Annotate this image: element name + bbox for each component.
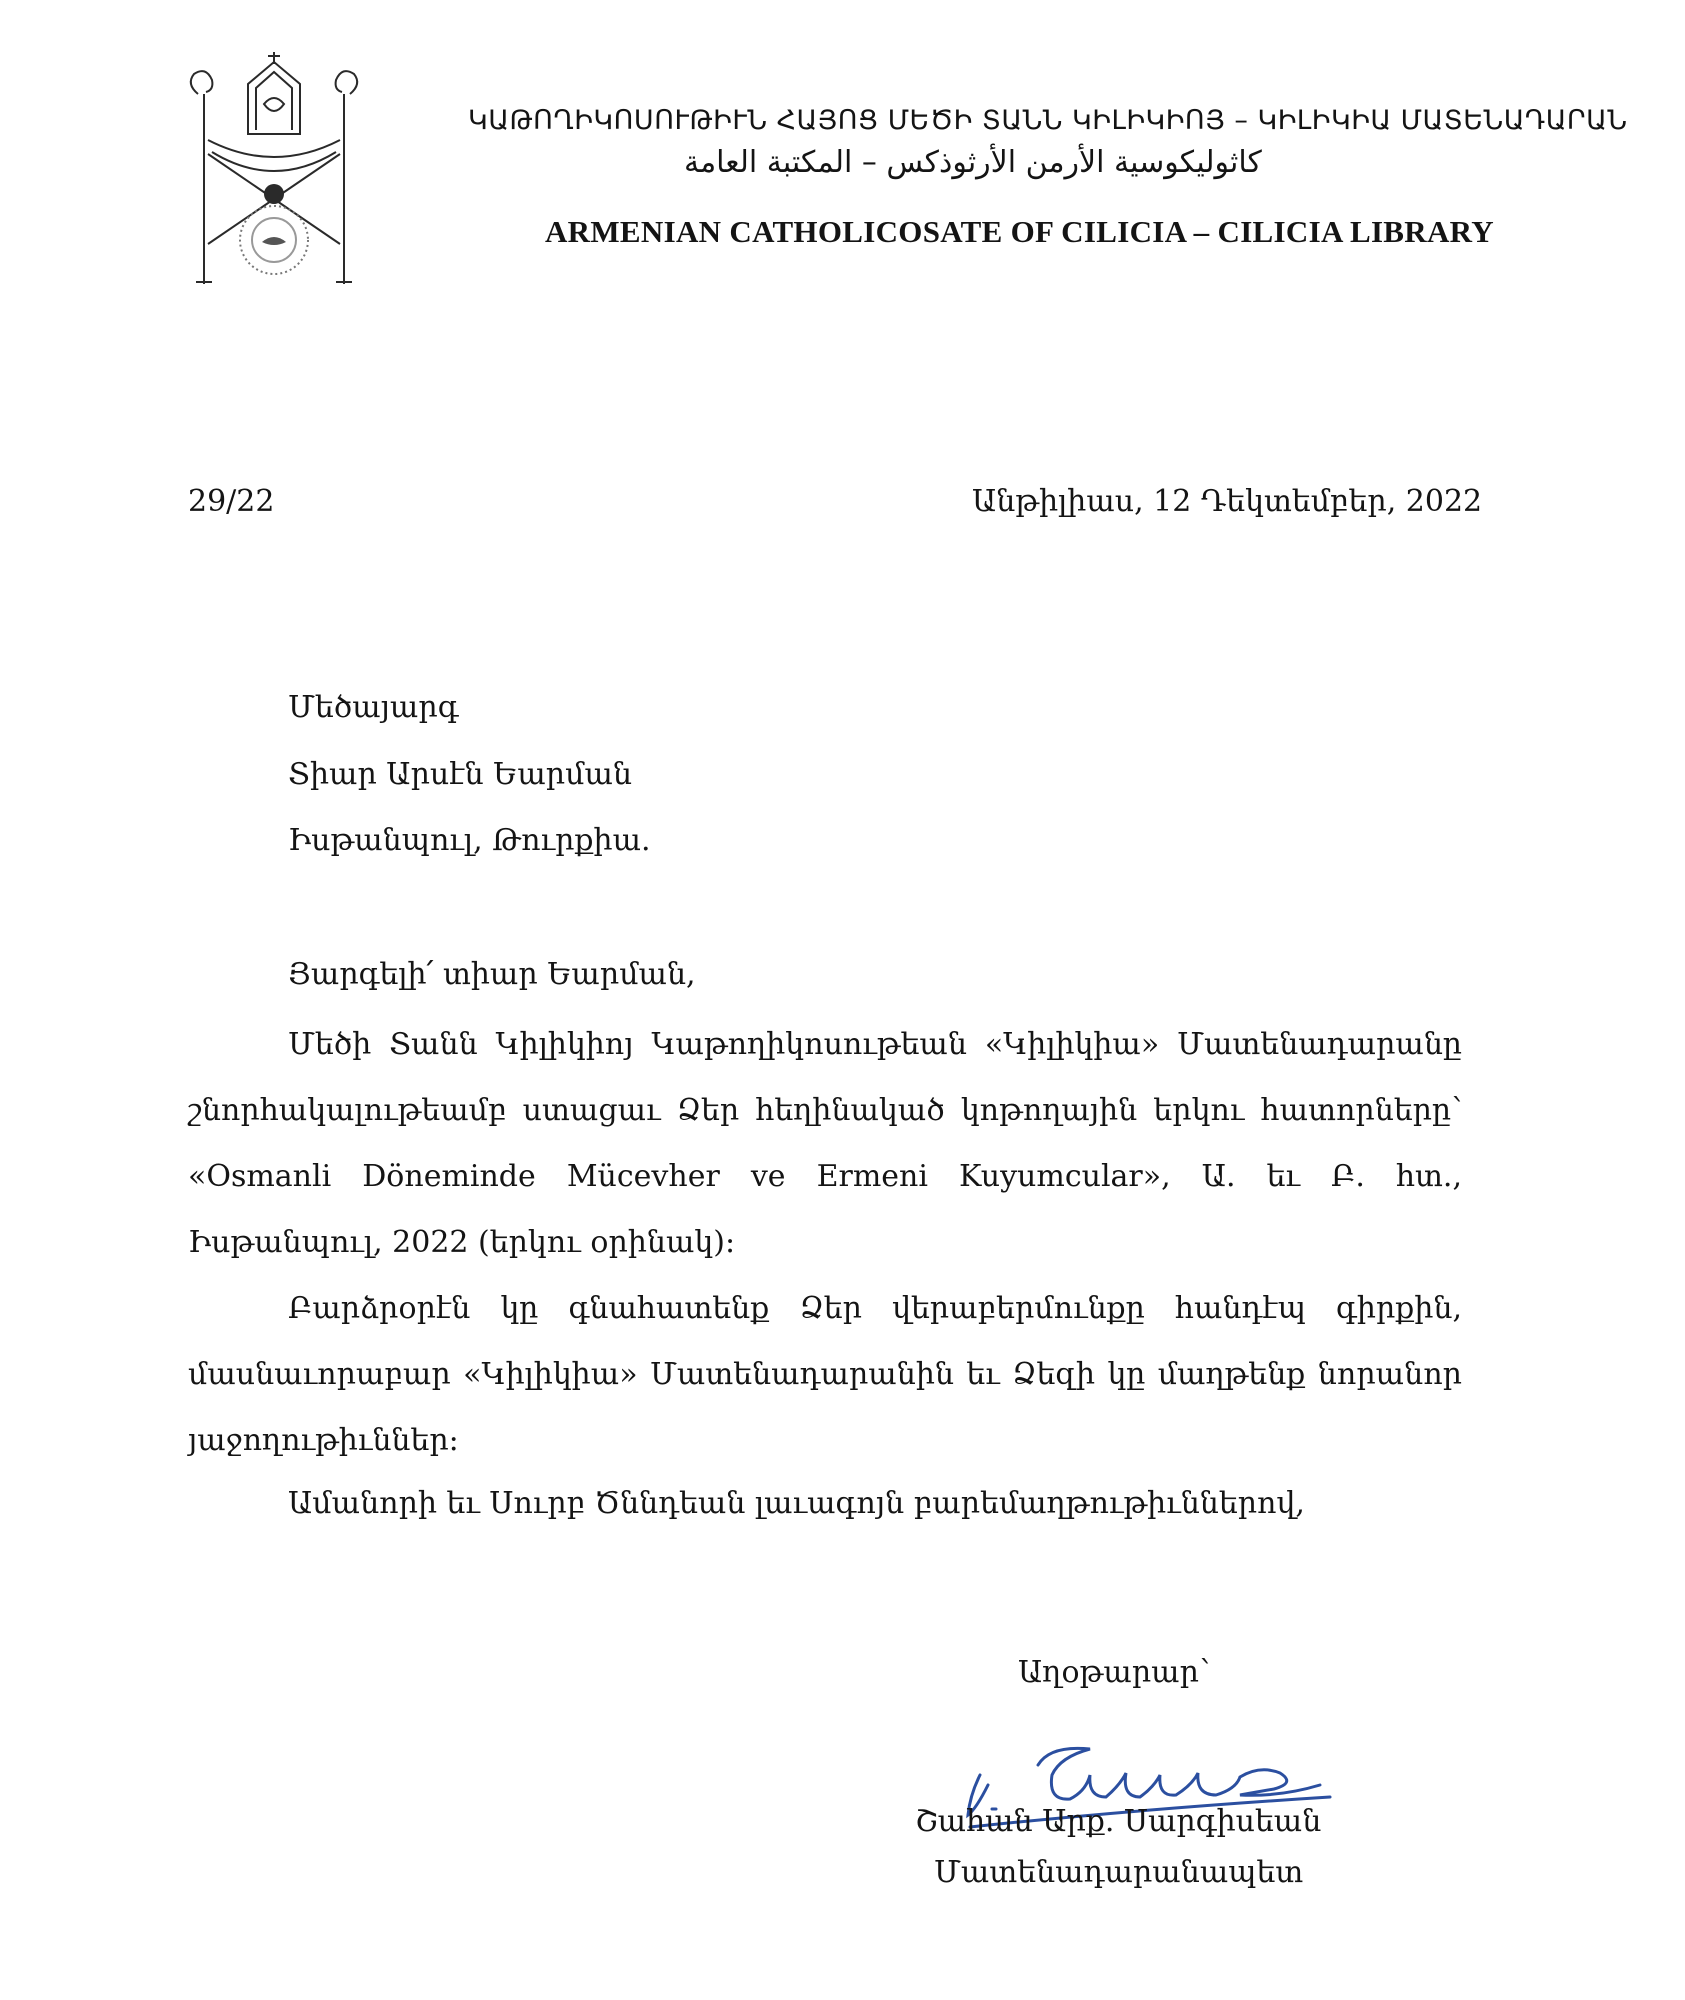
catholicosate-emblem-icon [168,44,380,300]
letterhead-english: ARMENIAN CATHOLICOSATE OF CILICIA – CILICIA LIBRARY [545,214,1494,249]
body-paragraph: Բարձրօրէն կը գնահատենք Ձեր վերաբերմունքը հանդէպ գիրքին, մասնաւորաբար «Կիլիկիա» Մատենադարանին եւ Ձեզի կը մաղթենք նորանոր յաջողութիւններ: [188,1291,1462,1458]
signatory-name: Շահան Արք. Սարգիսեան [915,1804,1322,1839]
signatory-title: Մատենադարանապետ [934,1855,1304,1890]
addressee-line: Իսթանպուլ, Թուրքիա. [288,823,651,858]
body-paragraph: Մեծի Տանն Կիլիկիոյ Կաթողիկոսութեան «Կիլիկիա» Մատենադարանը շնորհակալութեամբ ստացաւ Ձեր հեղինակած կոթողային երկու հատորները՝ «Osmanli Döneminde Mücevher ve Ermeni Kuyumcular», Ա. եւ Բ. հտ., Իսթանպուլ, 2022 (երկու օրինակ): [188,1027,1462,1260]
place-date: Անթիլիաս, 12 Դեկտեմբեր, 2022 [972,484,1483,519]
addressee-line: Մեծայարգ [288,690,459,725]
addressee-line: Տիար Արսէն Եարման [288,757,632,792]
letterhead-armenian: ԿԱԹՈՂԻԿՈՍՈՒԹԻՒՆ ՀԱՅՈՑ ՄԵԾԻ ՏԱՆՆ ԿԻԼԻԿԻՈՅ – ԿԻԼԻԿԻԱ ՄԱՏԵՆԱԴԱՐԱՆ [468,105,1628,136]
closing-line: Ամանորի եւ Սուրբ Ծննդեան լաւագոյն բարեմաղթութիւններով, [288,1486,1305,1521]
salutation: Յարգելի՛ տիար Եարման, [288,957,696,992]
reference-number: 29/22 [188,484,275,519]
letterhead-arabic: كاثوليكوسية الأرمن الأرثوذكس – المكتبة العامة [684,145,1262,180]
signature-lead: Աղօթարար՝ [1018,1655,1210,1690]
